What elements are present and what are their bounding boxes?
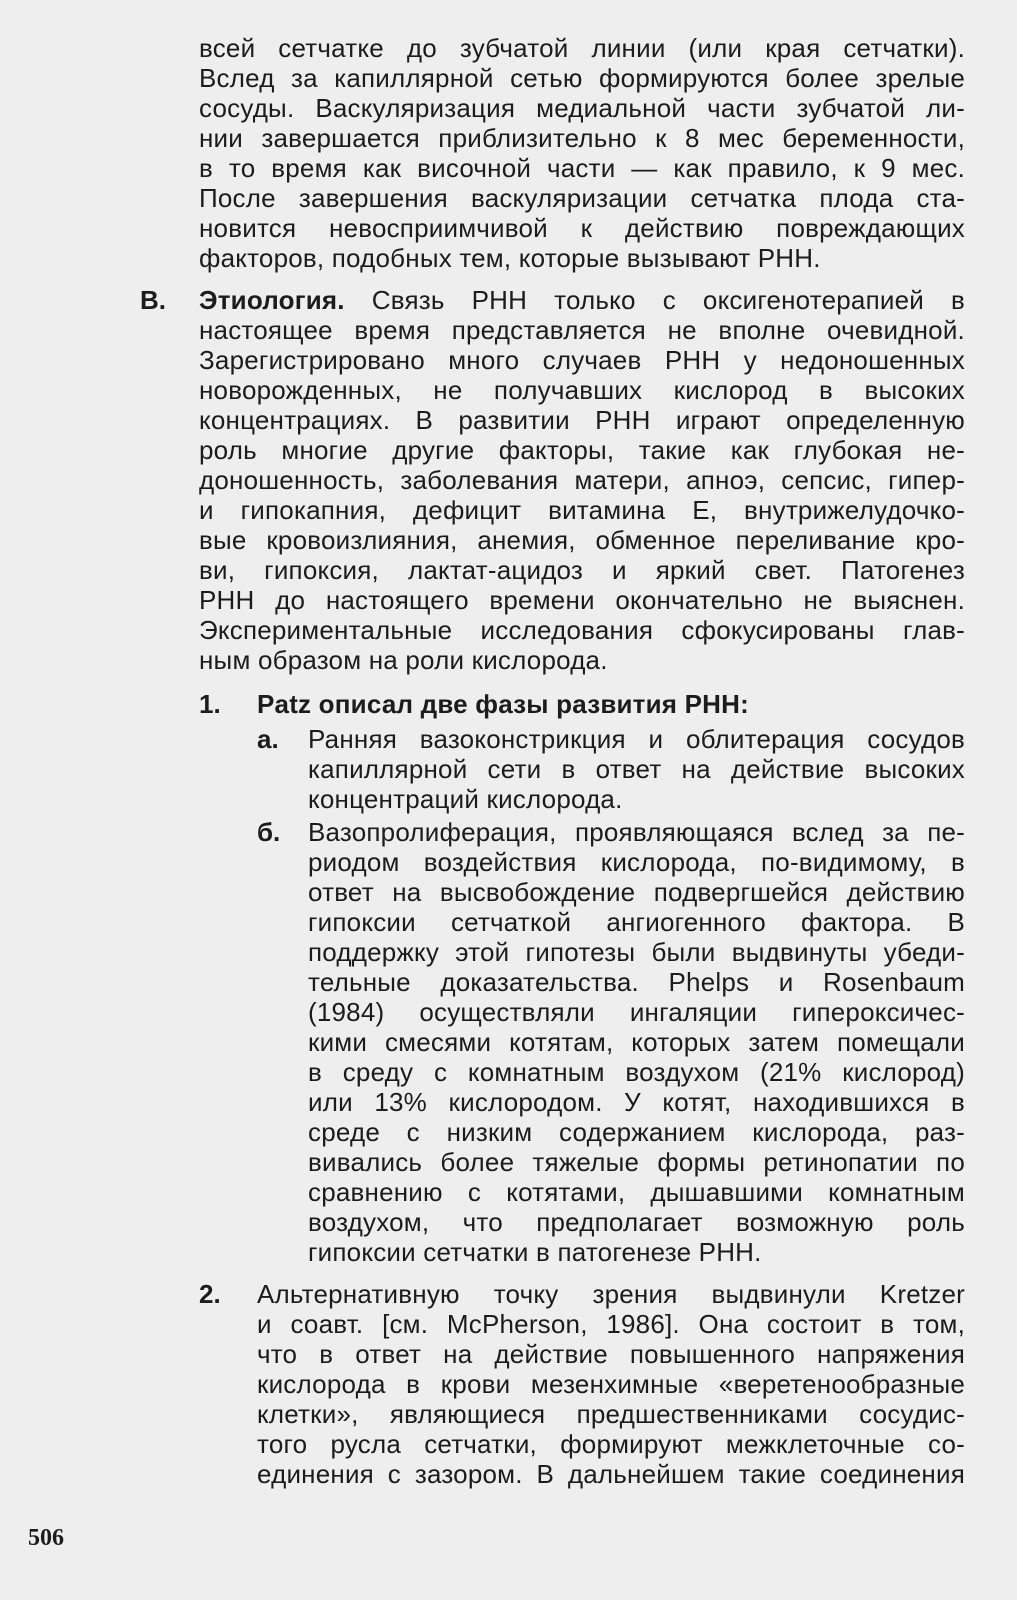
item1b-line: риодом воздействия кислорода, по-видимому, в (308, 847, 965, 877)
item2-marker: 2. (199, 1279, 221, 1309)
item1b-line: гипоксии сетчаткой ангиогенного фактора. В (308, 907, 965, 937)
item1b-line: поддержку этой гипотезы были выдвинуты убеди- (308, 937, 965, 967)
section-b-line: новорожденных, не получавших кислород в высоких (199, 375, 965, 405)
intro-line: в то время как височной части — как правило, к 9 мес. (199, 153, 965, 183)
intro-line: сосуды. Васкуляризация медиальной части зубчатой ли- (199, 93, 965, 123)
item2-line: что в ответ на действие повышенного напряжения (257, 1339, 965, 1369)
section-b-line: настоящее время представляется не вполне очевидной. (199, 315, 965, 345)
item1a-marker: а. (257, 724, 279, 754)
item1b-line: сравнению с котятами, дышавшими комнатным (308, 1177, 965, 1207)
intro-line: нии завершается приблизительно к 8 мес беременности, (199, 123, 965, 153)
intro-line: новится невосприимчивой к действию повреждающих (199, 213, 965, 243)
item1b-line: Вазопролиферация, проявляющаяся вслед за пе- (308, 817, 965, 847)
item1a-line: Ранняя вазоконстрикция и облитерация сосудов (308, 724, 965, 754)
item2-line: клетки», являющиеся предшественниками сосудис- (257, 1399, 965, 1429)
item1b-line: гипоксии сетчатки в патогенезе РНН. (308, 1237, 762, 1267)
item1b-line: (1984) осуществляли ингаляции гипероксичес- (308, 997, 965, 1027)
item1b-line: кими смесями котятам, которых затем помещали (308, 1027, 965, 1057)
intro-line: Вслед за капиллярной сетью формируются более зрелые (199, 63, 965, 93)
intro-line: После завершения васкуляризации сетчатка плода ста- (199, 183, 965, 213)
item2-line: и соавт. [см. McPherson, 1986]. Она состоит в том, (257, 1309, 965, 1339)
section-b-line: доношенность, заболевания матери, апноэ, сепсис, гипер- (199, 465, 965, 495)
section-b-line: вые кровоизлияния, анемия, обменное переливание кро- (199, 525, 965, 555)
section-b-line: ви, гипоксия, лактат-ацидоз и яркий свет. Патогенез (199, 555, 965, 585)
item1a-line: концентраций кислорода. (308, 784, 623, 814)
intro-line: всей сетчатке до зубчатой линии (или края сетчатки). (199, 33, 965, 63)
section-b-first-line-text: Связь РНН только с оксигенотерапией в (371, 285, 965, 315)
item2-line: единения с зазором. В дальнейшем такие соединения (257, 1459, 965, 1489)
section-b-line: роль многие другие факторы, такие как глубокая не- (199, 435, 965, 465)
section-b-line: ным образом на роли кислорода. (199, 645, 608, 675)
intro-line: факторов, подобных тем, которые вызывают РНН. (199, 243, 821, 273)
item1b-line: воздухом, что предполагает возможную роль (308, 1207, 965, 1237)
item1b-marker: б. (257, 817, 281, 847)
item1b-line: или 13% кислородом. У котят, находившихся в (308, 1087, 965, 1117)
item1b-line: тельные доказательства. Phelps и Rosenbaum (308, 967, 965, 997)
section-b-marker: В. (140, 285, 166, 315)
page-number: 506 (28, 1525, 64, 1551)
section-b-line: и гипокапния, дефицит витамина Е, внутрижелудочко- (199, 495, 965, 525)
item1b-line: в среду с комнатным воздухом (21% кислород) (308, 1057, 965, 1087)
section-b-line: РНН до настоящего времени окончательно не выяснен. (199, 585, 965, 615)
item1-heading: Patz описал две фазы развития РНН: (257, 689, 749, 719)
item1b-line: среде с низким содержанием кислорода, раз- (308, 1117, 965, 1147)
item1b-line: ответ на высвобождение подвергшейся действию (308, 877, 965, 907)
section-b-heading: Этиология. (199, 285, 345, 315)
item1b-line: вивались более тяжелые формы ретинопатии по (308, 1147, 965, 1177)
section-b-line: Зарегистрировано много случаев РНН у недоношенных (199, 345, 965, 375)
item2-line: кислорода в крови мезенхимные «веретенообразные (257, 1369, 965, 1399)
section-b-line: Экспериментальные исследования сфокусированы глав- (199, 615, 965, 645)
section-b-line: концентрациях. В развитии РНН играют определенную (199, 405, 965, 435)
item1a-line: капиллярной сети в ответ на действие высоких (308, 754, 965, 784)
item2-line: Альтернативную точку зрения выдвинули Kretzer (257, 1279, 965, 1309)
item1-marker: 1. (199, 689, 221, 719)
item2-line: того русла сетчатки, формируют межклеточные со- (257, 1429, 965, 1459)
section-b-first-line (199, 285, 965, 315)
